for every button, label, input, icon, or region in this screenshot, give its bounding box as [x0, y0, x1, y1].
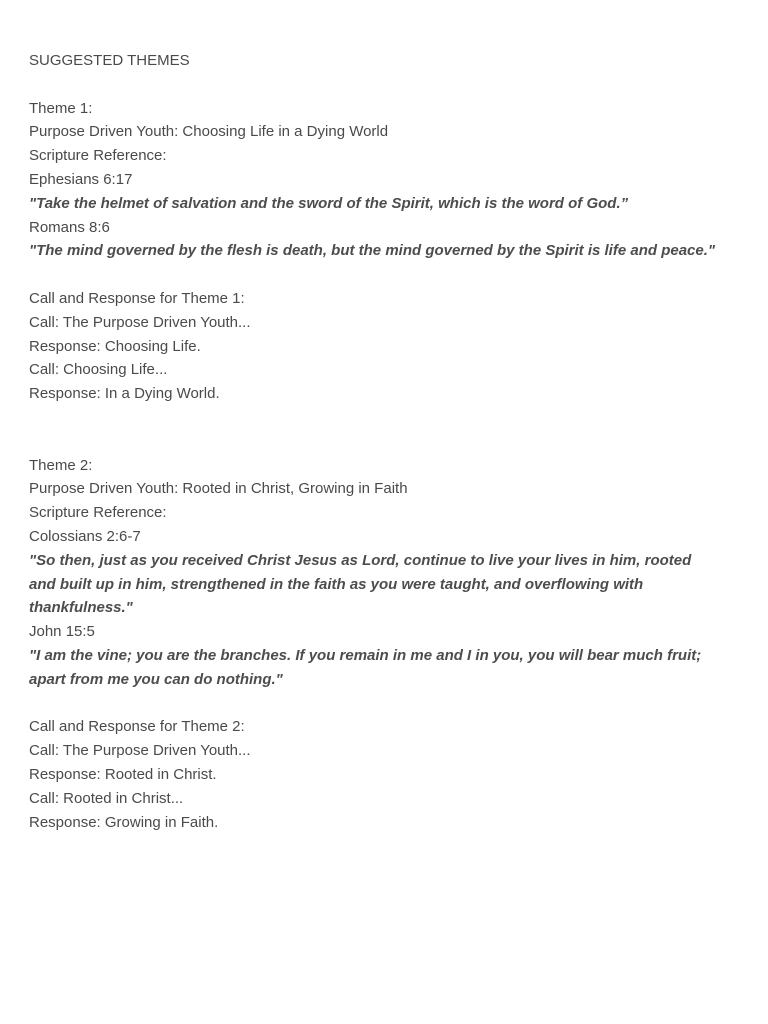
scripture-quote-line: "So then, just as you received Christ Jesus as Lord, continue to live your lives in him, rooted — [29, 551, 692, 569]
theme-name: Purpose Driven Youth: Rooted in Christ, Growing in Faith — [29, 480, 408, 498]
theme-name: Purpose Driven Youth: Choosing Life in a Dying World — [29, 123, 389, 141]
theme-1-section — [29, 97, 749, 406]
call-response-line: Response: Rooted in Christ. — [29, 765, 217, 783]
spacer — [29, 406, 749, 454]
theme-title: Theme 2: — [29, 456, 93, 474]
scripture-quote-line: and built up in him, strengthened in the faith as you were taught, and overflowing with — [29, 575, 644, 593]
call-response-line: Response: Growing in Faith. — [29, 813, 219, 831]
call-response-line: Call: Rooted in Christ... — [29, 789, 184, 807]
scripture-quote: "The mind governed by the flesh is death, but the mind governed by the Spirit is life and peace." — [29, 242, 716, 260]
theme-title: Theme 1: — [29, 99, 93, 117]
call-response-line: Response: In a Dying World. — [29, 385, 220, 403]
theme-2-section — [29, 454, 749, 835]
scripture-label: Scripture Reference: — [29, 504, 167, 522]
document-heading: SUGGESTED THEMES — [29, 52, 190, 69]
scripture-quote-line: "I am the vine; you are the branches. If you remain in me and I in you, you will bear much fruit; — [29, 646, 702, 664]
call-response-line: Call: The Purpose Driven Youth... — [29, 742, 251, 760]
scripture-quote-line: apart from me you can do nothing." — [29, 670, 283, 688]
call-response-line: Response: Choosing Life. — [29, 337, 201, 355]
spacer — [29, 73, 749, 97]
call-and-response-block — [29, 715, 749, 834]
spacer — [29, 263, 749, 287]
document-body — [29, 49, 749, 834]
call-and-response-block — [29, 287, 749, 406]
call-response-line: Call: The Purpose Driven Youth... — [29, 313, 251, 331]
call-response-title: Call and Response for Theme 2: — [29, 718, 245, 736]
scripture-label: Scripture Reference: — [29, 147, 167, 165]
scripture-reference: Ephesians 6:17 — [29, 170, 133, 188]
scripture-reference: Romans 8:6 — [29, 218, 110, 236]
call-response-line: Call: Choosing Life... — [29, 361, 168, 379]
scripture-reference: Colossians 2:6-7 — [29, 527, 141, 545]
scripture-reference: John 15:5 — [29, 623, 95, 641]
call-response-title: Call and Response for Theme 1: — [29, 289, 245, 307]
scripture-quote-line: thankfulness." — [29, 599, 133, 617]
scripture-quote: "Take the helmet of salvation and the sword of the Spirit, which is the word of God.” — [29, 194, 629, 212]
spacer — [29, 692, 749, 716]
